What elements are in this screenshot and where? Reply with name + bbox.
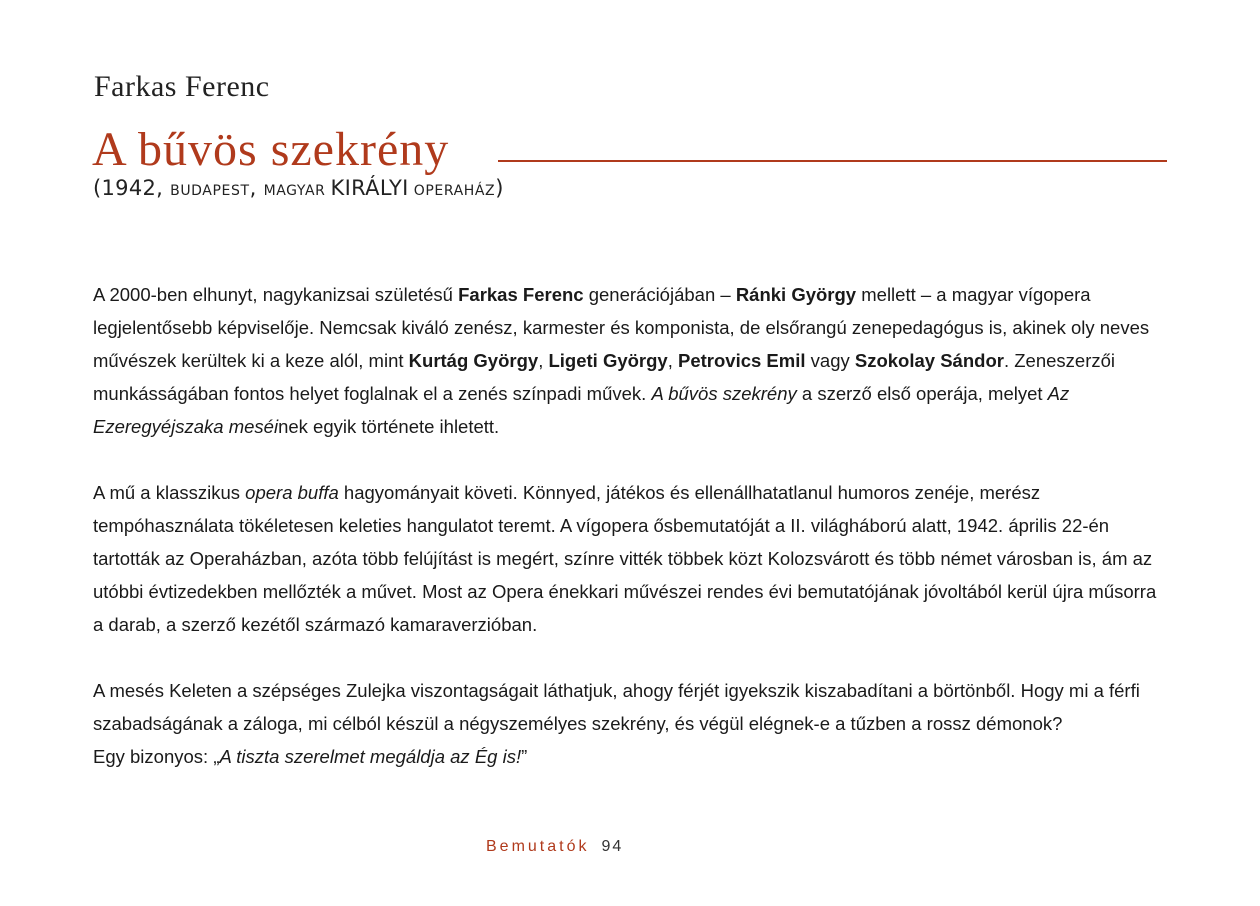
text-run: mellett – a magyar vígopera legjelentősebb képviselője. Nemcsak kiváló zenész, karmester és komponista, de elsőrangú zenepedagógus is, akinek oly neves művészek kerültek ki a keze alól, mint bbox=[93, 284, 1150, 371]
premiere-word-magyar: MAGYAR bbox=[263, 183, 331, 199]
italic-title: opera buffa bbox=[245, 482, 339, 503]
footer-section-name: Bemutatók bbox=[486, 838, 590, 855]
text-run: generációjában – bbox=[583, 284, 736, 305]
italic-title: A tiszta szerelmet megáldja az Ég is! bbox=[219, 746, 522, 767]
premiere-year: 1942, bbox=[101, 176, 171, 200]
page-footer bbox=[486, 838, 623, 856]
bold-name: Szokolay Sándor bbox=[854, 350, 1004, 371]
premiere-comma: , bbox=[249, 176, 264, 200]
premiere-word-kiralyi: KIRÁLYI bbox=[330, 176, 409, 200]
text-run: . Zeneszerzői munkásságában fontos helyet foglalnak el a zenés színpadi művek. bbox=[93, 350, 1115, 404]
bold-name: Ligeti György bbox=[548, 350, 668, 371]
text-run: ” bbox=[521, 746, 528, 767]
text-run: a szerző első operája, melyet bbox=[796, 383, 1048, 404]
text-run: A mesés Keleten a szépséges Zulejka viszontagságait láthatjuk, ahogy férjét igyekszik kiszabadítani a börtönből. Hogy mi a férfi szabadságának a záloga, mi célból készül a négyszemélyes szekrény, és végül elégnek-e a tűzben a rossz démonok? bbox=[93, 680, 1140, 734]
premiere-city: BUDAPEST bbox=[170, 183, 250, 199]
text-run: vagy bbox=[805, 350, 855, 371]
paragraph-2 bbox=[93, 476, 1168, 641]
page-number: 94 bbox=[601, 838, 624, 855]
paragraph-3 bbox=[93, 674, 1168, 773]
page-title: A bűvös szekrény bbox=[92, 123, 450, 176]
text-run: hagyományait követi. Könnyed, játékos és ellenállhatatlanul humoros zenéje, merész tempóhasználata tökéletesen keleties hangulatot teremt. A vígopera ősbemutatóját a II. világháború alatt, 1942. április 22-én tartották az Operaházban, azóta több felújítást is megért, színre vitték többek közt Kolozsvárott és több német városban is, ám az utóbbi évtizedekben mellőzték a művet. Most az Opera énekkari művészei rendes évi bemutatójának jóvoltából kerül újra műsorra a darab, a szerző kezétől származó kamaraverzióban. bbox=[93, 482, 1157, 635]
title-rule bbox=[498, 160, 1167, 162]
premiere-word-operahaz: OPERAHÁZ bbox=[408, 183, 496, 199]
premiere-open-paren: ( bbox=[93, 176, 102, 200]
bold-name: Farkas Ferenc bbox=[458, 284, 584, 305]
text-run: A mű a klasszikus bbox=[93, 482, 246, 503]
premiere-close-paren: ) bbox=[495, 176, 504, 200]
italic-title: A bűvös szekrény bbox=[651, 383, 797, 404]
text-run: , bbox=[538, 350, 549, 371]
paragraph-1 bbox=[93, 278, 1168, 443]
premiere-info bbox=[93, 176, 504, 200]
text-run: Egy bizonyos: „ bbox=[93, 746, 220, 767]
bold-name: Kurtág György bbox=[408, 350, 539, 371]
article-body bbox=[93, 278, 1168, 806]
bold-name: Petrovics Emil bbox=[678, 350, 806, 371]
title-row bbox=[92, 122, 1167, 178]
author-name: Farkas Ferenc bbox=[94, 70, 270, 103]
text-run: nek egyik története ihletett. bbox=[278, 416, 500, 437]
text-run: A 2000-ben elhunyt, nagykanizsai születésű bbox=[93, 284, 459, 305]
text-run: , bbox=[667, 350, 678, 371]
italic-title: Az Ezeregyéjszaka meséi bbox=[93, 383, 1070, 437]
bold-name: Ránki György bbox=[735, 284, 857, 305]
